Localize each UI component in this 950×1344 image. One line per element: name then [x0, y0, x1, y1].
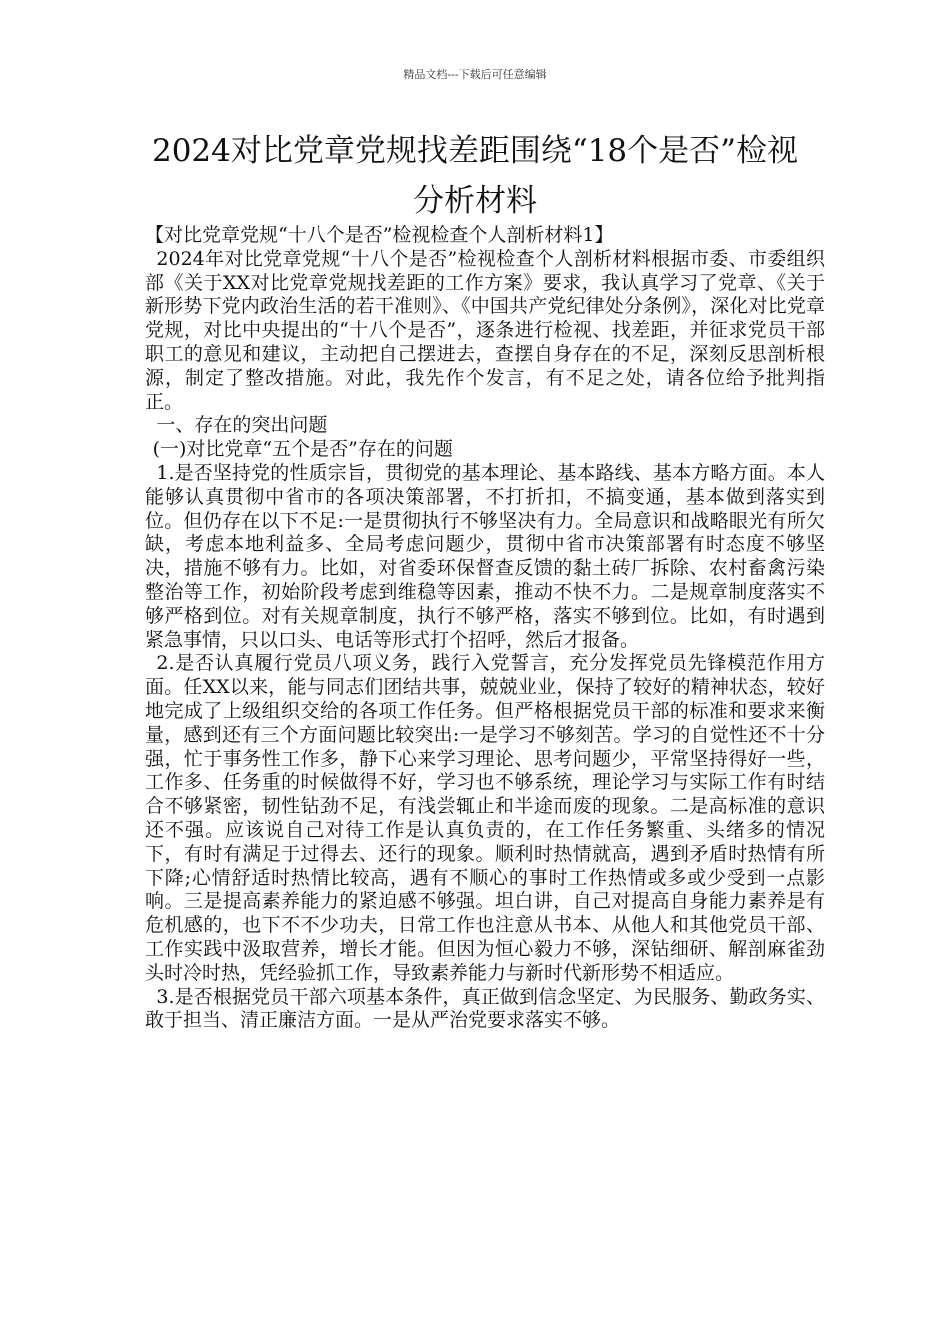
item-1-paragraph: 1.是否坚持党的性质宗旨，贯彻党的基本理论、基本路线、基本方略方面。本人能够认真贯彻中省市的各项决策部署，不打折扣，不搞变通，基本做到落实到位。但仍存在以下不足:一是贯彻执行不够坚决有力。全局意识和战略眼光有所欠缺，考虑本地利益多、全局考虑问题少，贯彻中省市决策部署有时态度不够坚决，措施不够有力。比如，对省委环保督查反馈的黏土砖厂拆除、农村畜禽污染整治等工作，初始阶段考虑到维稳等因素，推动不快不力。二是规章制度落实不够严格到位。对有关规章制度，执行不够严格，落实不够到位。比如，有时遇到紧急事情，只以口头、电话等形式打个招呼，然后才报备。	[145, 461, 825, 651]
item-3-paragraph: 3.是否根据党员干部六项基本条件，真正做到信念坚定、为民服务、勤政务实、敢于担当、清正廉洁方面。一是从严治党要求落实不够。	[145, 985, 825, 1032]
document-title: 2024对比党章党规找差距围绕“18个是否”检视分析材料	[151, 133, 799, 219]
item-2-paragraph: 2.是否认真履行党员八项义务，践行入党誓言，充分发挥党员先锋模范作用方面。任XX以来，能与同志们团结共事，兢兢业业，保持了较好的精神状态，较好地完成了上级组织交给的各项工作任务。但严格根据党员干部的标准和要求来衡量，感到还有三个方面问题比较突出:一是学习不够刻苦。学习的自觉性还不十分强，忙于事务性工作多，静下心来学习理论、思考问题少，平常坚持得好一些，工作多、任务重的时候做得不好，学习也不够系统，理论学习与实际工作有时结合不够紧密，韧性钻劲不足，有浅尝辄止和半途而废的现象。二是高标准的意识还不强。应该说自己对待工作是认真负责的，在工作任务繁重、头绪多的情况下，有时有满足于过得去、还行的现象。顺利时热情就高，遇到矛盾时热情有所下降;心情舒适时热情比较高，遇有不顺心的事时工作热情或多或少受到一点影响。三是提高素养能力的紧迫感不够强。坦白讲，自己对提高自身能力素养是有危机感的，也下不不少功夫，日常工作也注意从书本、从他人和其他党员干部、工作实践中汲取营养，增长才能。但因为恒心毅力不够，深钻细研、解剖麻雀劲头时冷时热，凭经验抓工作，导致素养能力与新时代新形势不相适应。	[145, 652, 825, 984]
heading-level-1: 一、存在的突出问题	[156, 414, 328, 437]
heading-level-2: (一)对比党章“五个是否”存在的问题	[152, 438, 453, 461]
section-label: 【对比党章党规“十八个是否”检视检查个人剖析材料1】	[145, 224, 614, 246]
document-body	[145, 224, 825, 1033]
intro-paragraph: 2024年对比党章党规“十八个是否”检视检查个人剖析材料根据市委、市委组织部《关于XX对比党章党规找差距的工作方案》要求，我认真学习了党章、《关于新形势下党内政治生活的若干准则》、《中国共产党纪律处分条例》，深化对比党章党规，对比中央提出的“十八个是否”，逐条进行检视、找差距，并征求党员干部职工的意见和建议，主动把自己摆进去，查摆自身存在的不足，深刻反思剖析根源，制定了整改措施。对此，我先作个发言，有不足之处，请各位给予批判指正。	[145, 247, 825, 413]
header-note: 精品文档---下载后可任意编辑	[403, 68, 547, 81]
